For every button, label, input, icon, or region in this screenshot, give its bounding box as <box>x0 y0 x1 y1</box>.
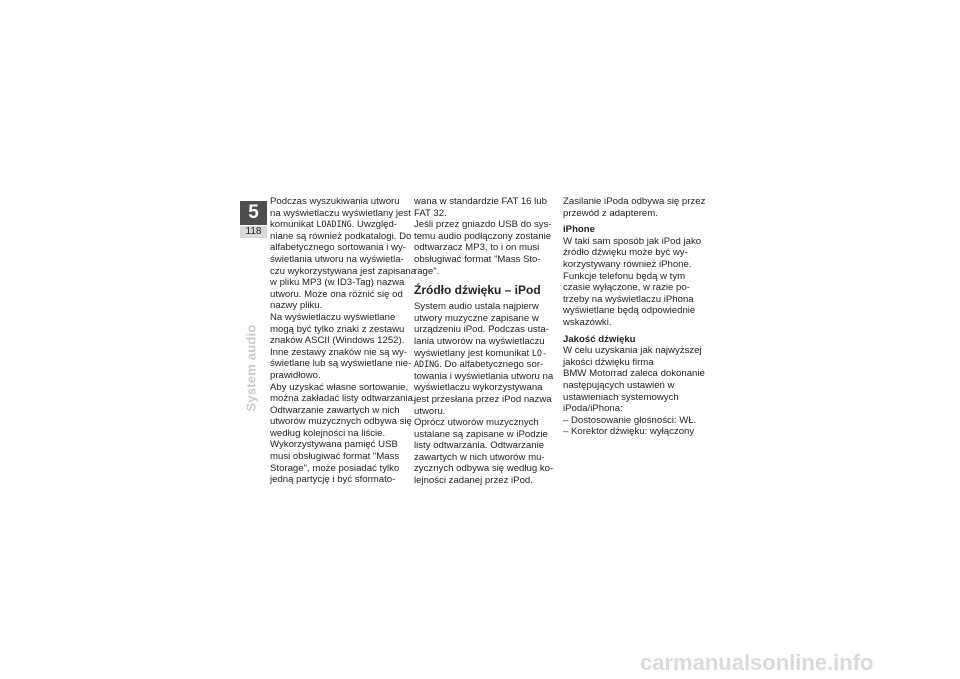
loading-message: ADING <box>414 359 440 370</box>
text-line: trzeby na wyświetlaczu iPhona <box>563 293 694 305</box>
text-column-2 <box>414 196 552 487</box>
text-line: rage". <box>414 265 440 277</box>
text-line: listy odtwarzania. Odtwarzanie <box>414 440 545 452</box>
text-line: na wyświetlaczu wyświetlany jest <box>270 207 411 219</box>
text-column-1 <box>270 196 417 486</box>
text-line: W celu uzyskania jak najwyższej <box>563 345 702 357</box>
text-line: FAT 32. <box>414 207 447 219</box>
text-line: świetlania utworu na wyświetla- <box>270 253 404 265</box>
text-line: odtwarzacz MP3, to i on musi <box>414 242 540 254</box>
text-line: alfabetycznego sortowania i wy- <box>270 242 406 254</box>
text-line: jedną partycję i być sformato- <box>270 474 396 486</box>
text-line: jest przesłana przez iPod nazwa <box>414 393 552 405</box>
text-line: Odtwarzanie zawartych w nich <box>270 404 400 416</box>
text-line: utworu. Może ona różnić się od <box>270 288 403 300</box>
text-line: jakości dźwięku firma <box>563 356 654 368</box>
text-line: lania utworów na wyświetlaczu <box>414 335 545 347</box>
text-line: mogą być tylko znaki z zestawu <box>270 323 405 335</box>
text-line: ADING. Do alfabetycznego sor- <box>414 359 544 371</box>
chapter-number: 5 <box>240 201 267 225</box>
text-line: Zasilanie iPoda odbywa się przez <box>563 196 706 207</box>
text-line: czu wykorzystywana jest zapisana <box>270 265 417 277</box>
text-line: temu audio podłączony zostanie <box>414 230 552 242</box>
text-line: wyświetlaczu wykorzystywana <box>414 382 543 394</box>
text-line: czasie wyłączone, w razie po- <box>563 282 690 294</box>
text-line: niane są również podkatalogi. Do <box>270 230 412 242</box>
text-line: Aby uzyskać własne sortowanie, <box>270 381 409 393</box>
text-line: następujących ustawień w <box>563 379 675 391</box>
text-line: zycznych odbywa się według ko- <box>414 463 554 475</box>
text-line: Inne zestawy znaków nie są wy- <box>270 346 408 358</box>
text-line: utworów muzycznych odbywa się <box>270 416 412 428</box>
text-column-3 <box>563 196 706 438</box>
subheading-iphone: iPhone <box>563 224 595 236</box>
text-line: korzystywany również iPhone. <box>563 258 692 270</box>
text-line: wana w standardzie FAT 16 lub <box>414 196 547 207</box>
text-line: znaków ASCII (Windows 1252). <box>270 335 405 347</box>
page-number: 118 <box>240 226 267 238</box>
text-line: Oprócz utworów muzycznych <box>414 417 539 429</box>
subheading-sound-quality: Jakość dźwięku <box>563 333 636 345</box>
text-line: ustawieniach systemowych <box>563 391 679 403</box>
text-line: ustalane są zapisane w iPodzie <box>414 428 548 440</box>
text-line: Storage", może posiadać tylko <box>270 462 400 474</box>
text-line: Na wyświetlaczu wyświetlane <box>270 311 396 323</box>
text-line: W taki sam sposób jak iPod jako <box>563 235 702 247</box>
text-line: musi obsługiwać format "Mass <box>270 451 400 463</box>
text-line: Podczas wyszukiwania utworu <box>270 196 400 207</box>
text-line: źródło dźwięku może być wy- <box>563 247 688 259</box>
text-line: urządzeniu iPod. Podczas usta- <box>414 324 549 336</box>
text-line: zawartych w nich utworów mu- <box>414 451 545 463</box>
loading-message: LO- <box>531 347 547 358</box>
text-line: towania i wyświetlania utworu na <box>414 370 554 382</box>
text-line: Jeśli przez gniazdo USB do sys- <box>414 219 552 231</box>
text-line: Funkcje telefonu będą w tym <box>563 270 686 282</box>
text-line: wyświetlane będą odpowiednie <box>563 305 696 317</box>
text-line: można zakładać listy odtwarzania. <box>270 393 416 405</box>
section-title: System audio <box>243 324 259 412</box>
text-line: komunikat LOADING. Uwzględ- <box>270 219 398 231</box>
text-line: w pliku MP3 (w ID3-Tag) nazwa <box>270 277 405 289</box>
text-line: System audio ustala najpierw <box>414 301 539 313</box>
text-line: wskazówki. <box>563 316 612 328</box>
text-line: wyświetlany jest komunikat LO- <box>414 347 547 359</box>
text-line: lejności zadanej przez iPod. <box>414 475 533 487</box>
list-item: – Korektor dźwięku: wyłączony <box>563 426 695 438</box>
text-line: świetlane lub są wyświetlane nie- <box>270 358 412 370</box>
list-item: – Dostosowanie głośności: WŁ. <box>563 414 697 426</box>
text-line: prawidłowo. <box>270 369 321 381</box>
text-line: przewód z adapterem. <box>563 207 658 219</box>
text-line: według kolejności na liście. <box>270 427 386 439</box>
text-line: utworu. <box>414 405 446 417</box>
loading-message: LOADING <box>316 219 352 230</box>
text-line: iPoda/iPhona: <box>563 403 623 415</box>
section-heading-ipod: Źródło dźwięku – iPod <box>414 283 541 298</box>
text-line: obsługiwać format "Mass Sto- <box>414 253 541 265</box>
text-line: utwory muzyczne zapisane w <box>414 312 539 324</box>
text-line: BMW Motorrad zaleca dokonanie <box>563 368 705 380</box>
text-line: Wykorzystywana pamięć USB <box>270 439 398 451</box>
watermark: carmanualsonline.info <box>640 650 874 675</box>
text-line: nazwy pliku. <box>270 300 323 312</box>
